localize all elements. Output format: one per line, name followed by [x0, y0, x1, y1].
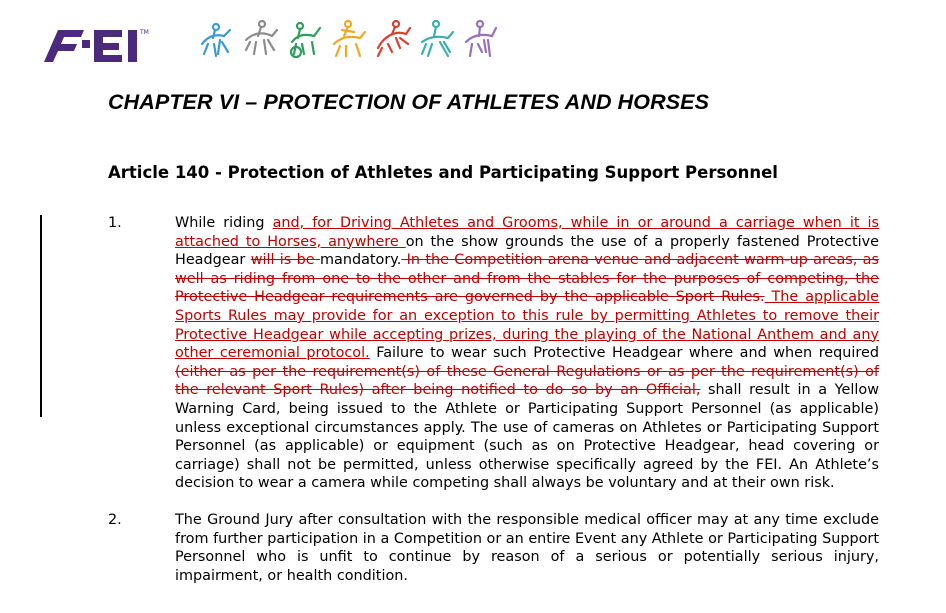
- item-number: 1.: [108, 215, 122, 231]
- item-body: [175, 511, 879, 585]
- text-segment: mandatory.: [319, 252, 402, 269]
- item-number: 2.: [108, 512, 122, 528]
- text-segment: The Ground Jury after consultation with the responsible medical officer may at any time exclude from further participation in a Competition or an entire Event any Athlete or Participating Support Personnel who is unfit to continue by reason of a serious or potentially serious injury, impairment, or health condition.: [175, 512, 879, 584]
- article-title: Article 140 - Protection of Athletes and Participating Support Personnel: [108, 163, 778, 182]
- vaulting-icon: [330, 18, 368, 60]
- reining-icon: [418, 18, 456, 60]
- text-segment: While riding: [175, 215, 273, 231]
- jumping-icon: [374, 18, 412, 60]
- deleted-text: will is be: [250, 252, 320, 269]
- fei-logo: [40, 24, 168, 64]
- text-segment: Failure to wear such Protective Headgear where and when required: [369, 345, 879, 362]
- inserted-text: and, for Driving Athletes and Grooms, while in or around a carriage when it is attached to Horses, anywhere: [175, 215, 879, 250]
- text-segment: on the show grounds the use of a properly fastened Protective Headgear: [175, 233, 879, 269]
- eventing-icon: [242, 18, 280, 60]
- dressage-icon: [462, 18, 500, 60]
- svg-text:TM: TM: [140, 29, 149, 36]
- deleted-text: In the Competition arena venue and adjacent warm-up areas, as well as riding from one to the other and from the stables for the purposes of competing, the Protective Headgear requirements are governed by the applicable Sport Rules.: [175, 252, 879, 306]
- chapter-title: CHAPTER VI – PROTECTION OF ATHLETES AND HORSES: [108, 90, 710, 114]
- page-header: [40, 14, 920, 74]
- driving-icon: [286, 18, 324, 60]
- revision-change-bar: [40, 215, 42, 417]
- text-segment: shall result in a Yellow Warning Card, being issued to the Athlete or Participating Support Personnel (as applicable) unless exceptional circumstances apply. The use of cameras on Athletes or Participating Support Personnel (as applicable) or equipment (such as on Protective Headgear, head covering or carriage) shall not be permitted, unless otherwise specifically agreed by the FEI. An Athlete’s decision to wear a camera while competing shall always be voluntary and at their own risk.: [175, 382, 879, 492]
- item-body: [175, 214, 879, 493]
- deleted-text: (either as per the requirement(s) of these General Regulations or as per the requirement(s) of the relevant Sport Rules) after being notified to do so by an Official,: [175, 363, 879, 399]
- endurance-icon: [198, 18, 236, 60]
- discipline-pictograms: [198, 18, 500, 60]
- inserted-text: The applicable Sports Rules may provide for an exception to this rule by permitting Athletes to remove their Protective Headgear while accepting prizes, during the playing of the National Anthem and any other ceremonial protocol.: [175, 289, 879, 362]
